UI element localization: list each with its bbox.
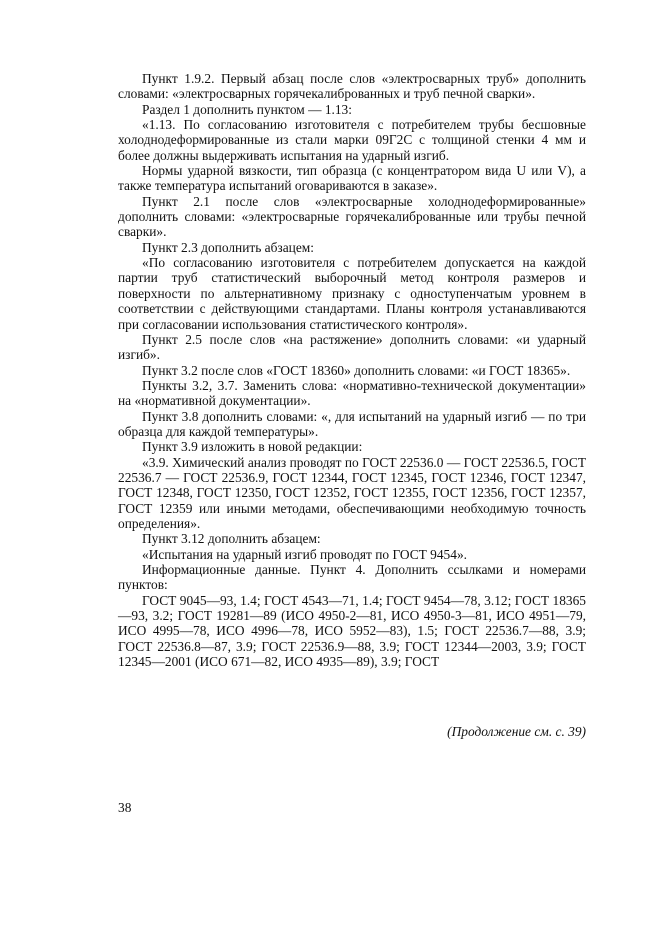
paragraph-12: Пункт 3.9 изложить в новой редакции: [142, 439, 363, 455]
paragraph-16: Информационные данные. Пункт 4. Дополнить ссылками и номерами пунктов: [118, 562, 586, 593]
paragraph-9: Пункт 3.2 после слов «ГОСТ 18360» дополнить словами: «и ГОСТ 18365». [142, 362, 571, 378]
paragraph-4: Нормы ударной вязкости, тип образца (с концентратором вида U или V), а также температура испытаний оговариваются в заказе». [118, 163, 586, 194]
paragraph-5: Пункт 2.1 после слов «электросварные холоднодеформированные» дополнить словами: «электросварные горячекалиброванные или трубы печной сварки». [118, 193, 586, 240]
paragraph-13: «3.9. Химический анализ проводят по ГОСТ 22536.0 — ГОСТ 22536.5, ГОСТ 22536.7 — ГОСТ 22536.9, ГОСТ 12344, ГОСТ 12345, ГОСТ 12346, ГОСТ 12347, ГОСТ 12348, ГОСТ 12350, ГОСТ 12352, ГОСТ 12355, ГОСТ 12356, ГОСТ 12357, ГОСТ 12359 или иными методами, обеспечивающими необходимую точность определения». [118, 454, 586, 531]
page-number: 38 [118, 800, 132, 815]
paragraph-3: «1.13. По согласованию изготовителя с потребителем трубы бесшовные холоднодеформированные из стали марки 09Г2С с толщиной стенки 4 мм и более должны выдерживать испытания на ударный изгиб. [118, 117, 586, 163]
paragraph-11: Пункт 3.8 дополнить словами: «, для испытаний на ударный изгиб — по три образца для каждой температуры». [118, 408, 586, 439]
paragraph-15: «Испытания на ударный изгиб проводят по ГОСТ 9454». [142, 546, 467, 562]
paragraph-1: Пункт 1.9.2. Первый абзац после слов «электросварных труб» дополнить словами: «электросварных горячекалиброванных и труб печной сварки». [118, 71, 586, 102]
paragraph-14: Пункт 3.12 дополнить абзацем: [142, 531, 321, 547]
paragraph-8: Пункт 2.5 после слов «на растяжение» дополнить словами: «и ударный изгиб». [118, 331, 586, 363]
body-text [118, 71, 586, 669]
paragraph-6: Пункт 2.3 дополнить абзацем: [142, 239, 314, 255]
continuation-note: (Продолжение см. с. 39) [447, 724, 586, 739]
paragraph-17: ГОСТ 9045—93, 1.4; ГОСТ 4543—71, 1.4; ГОСТ 9454—78, 3.12; ГОСТ 18365—93, 3.2; ГОСТ 19281—89 (ИСО 4950-2—81, ИСО 4950-3—81, ИСО 4951—79, ИСО 4995—78, ИСО 4996—78, ИСО 5952—83), 1.5; ГОСТ 22536.7—88, 3.9; ГОСТ 22536.8—87, 3.9; ГОСТ 22536.9—88, 3.9; ГОСТ 12344—2003, 3.9; ГОСТ 12345—2001 (ИСО 671—82, ИСО 4935—89), 3.9; ГОСТ [118, 592, 586, 670]
paragraph-10: Пункты 3.2, 3.7. Заменить слова: «нормативно-технической документации» на «нормативной документации». [118, 377, 586, 409]
paragraph-2: Раздел 1 дополнить пунктом — 1.13: [142, 101, 352, 117]
paragraph-7: «По согласованию изготовителя с потребителем допускается на каждой партии труб статистический выборочный метод контроля размеров и поверхности по альтернативному признаку с одноступенчатым уровнем в соответствии с действующими стандартами. Планы контроля устанавливаются при согласовании использования статистического контроля». [118, 255, 586, 332]
